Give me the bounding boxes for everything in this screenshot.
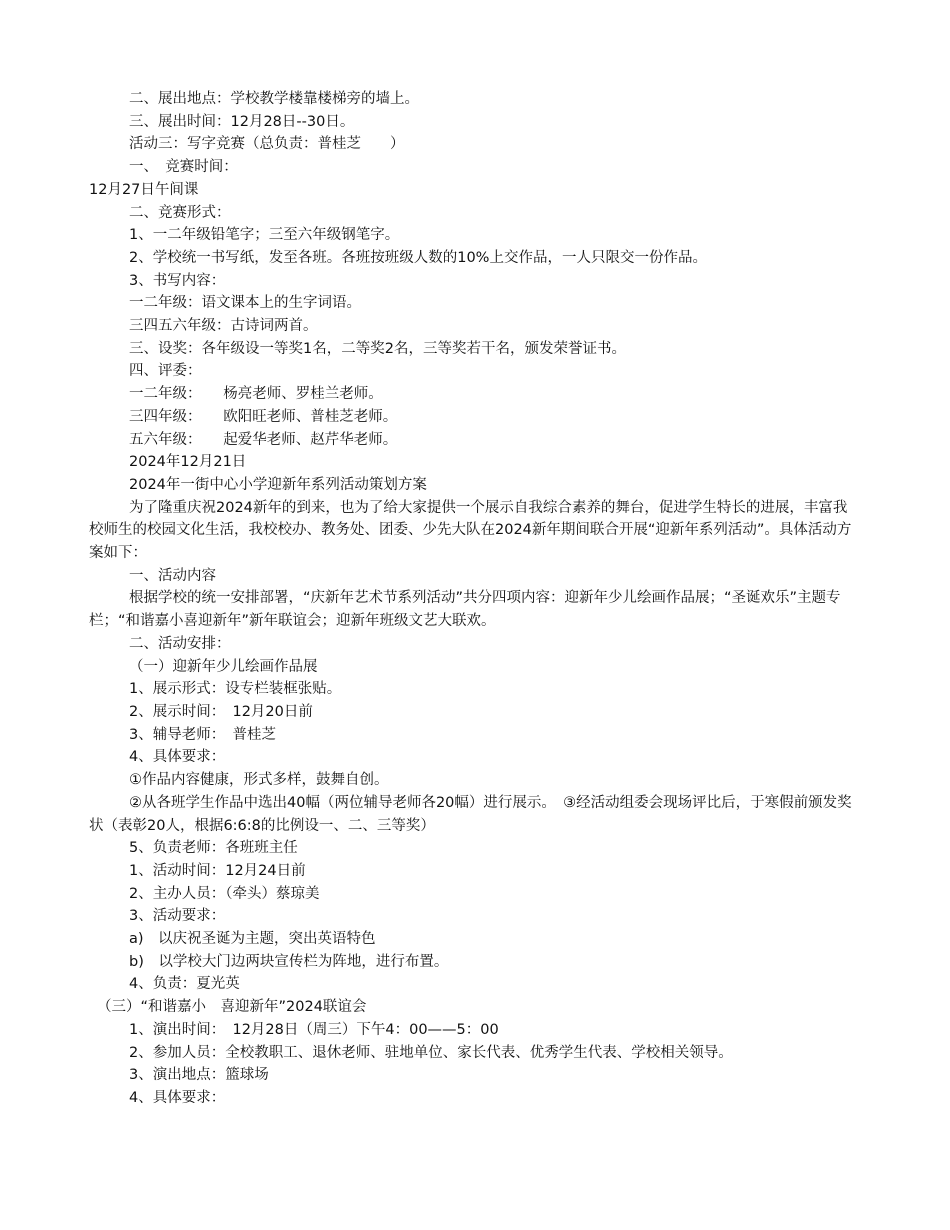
text-line: b) 以学校大门边两块宣传栏为阵地，进行布置。 [129, 953, 449, 970]
text-line: 3、活动要求： [129, 908, 226, 925]
text-line: 二、活动安排： [129, 635, 231, 652]
text-line: 一二年级：语文课本上的生字词语。 [129, 295, 361, 312]
text-line: 二、展出地点：学校教学楼靠楼梯旁的墙上。 [129, 91, 419, 107]
text-line: 三、设奖：各年级设一等奖1名，二等奖2名，三等奖若干名，颁发荣誉证书。 [129, 340, 626, 357]
text-line: 三、展出时间：12月28日--30日。 [129, 113, 355, 130]
text-line: 1、活动时间：12月24日前 [129, 862, 306, 879]
text-line: 3、辅导老师： 普桂芝 [129, 726, 276, 743]
text-line: 2024年一街中心小学迎新年系列活动策划方案 [129, 476, 427, 493]
text-line: 活动三：写字竞赛（总负责：普桂芝 ） [129, 136, 405, 153]
text-line: （一）迎新年少儿绘画作品展 [129, 658, 318, 675]
text-line: 三四五六年级：古诗词两首。 [129, 318, 318, 335]
text-line: 五六年级： 起爱华老师、赵芹华老师。 [129, 431, 398, 448]
text-line: 2、展示时间： 12月20日前 [129, 703, 313, 720]
text-line: 12月27日午间课 [89, 181, 199, 198]
text-line: ②从各班学生作品中选出40幅（两位辅导老师各20幅）进行展示。 ③经活动组委会现场评比后，于寒假前颁发奖状（表彰20人，根据6:6:8的比例设一、二、三等奖） [89, 794, 852, 834]
text-line: 一二年级： 杨亮老师、罗桂兰老师。 [129, 386, 383, 403]
text-line: 四、评委： [129, 363, 202, 380]
document-body [89, 88, 861, 1110]
text-line: 4、负责：夏光英 [129, 976, 240, 993]
text-line: 2、参加人员：全校教职工、退休老师、驻地单位、家长代表、优秀学生代表、学校相关领导。 [129, 1044, 733, 1061]
text-line: 2024年12月21日 [129, 454, 247, 471]
text-line: 为了隆重庆祝2024新年的到来，也为了给大家提供一个展示自我综合素养的舞台，促进学生特长的进展，丰富我校师生的校园文化生活，我校校办、教务处、团委、少先大队在2024新年期间联合开展“迎新年系列活动”。具体活动方案如下： [89, 499, 852, 562]
text-line: 2、学校统一书写纸，发至各班。各班按班级人数的10%上交作品，一人只限交一份作品。 [129, 249, 707, 266]
text-line: 5、负责老师：各班班主任 [129, 840, 298, 857]
text-line: 2、主办人员：（牵头）蔡琼美 [129, 885, 320, 902]
text-line: ①作品内容健康，形式多样，鼓舞自创。 [129, 772, 389, 789]
text-line: 根据学校的统一安排部署，“庆新年艺术节系列活动”共分四项内容：迎新年少儿绘画作品展；“圣诞欢乐”主题专栏；“和谐嘉小喜迎新年”新年联谊会；迎新年班级文艺大联欢。 [89, 590, 841, 630]
text-line: 4、具体要求： [129, 1089, 226, 1106]
text-line: （三）“和谐嘉小 喜迎新年”2024联谊会 [97, 999, 367, 1016]
text-line: 1、一二年级铅笔字；三至六年级钢笔字。 [129, 227, 400, 244]
text-line: 二、竞赛形式： [129, 204, 231, 221]
text-line: a) 以庆祝圣诞为主题，突出英语特色 [129, 931, 376, 948]
text-line: 3、书写内容： [129, 272, 226, 289]
text-line: 一、 竞赛时间： [129, 159, 238, 176]
text-line: 1、演出时间： 12月28日（周三）下午4：00——5：00 [129, 1021, 499, 1038]
text-line: 三四年级： 欧阳旺老师、普桂芝老师。 [129, 408, 398, 425]
text-line: 4、具体要求： [129, 749, 226, 766]
text-line: 一、活动内容 [129, 567, 216, 584]
text-line: 3、演出地点：篮球场 [129, 1067, 269, 1084]
text-line: 1、展示形式：设专栏装框张贴。 [129, 681, 342, 698]
